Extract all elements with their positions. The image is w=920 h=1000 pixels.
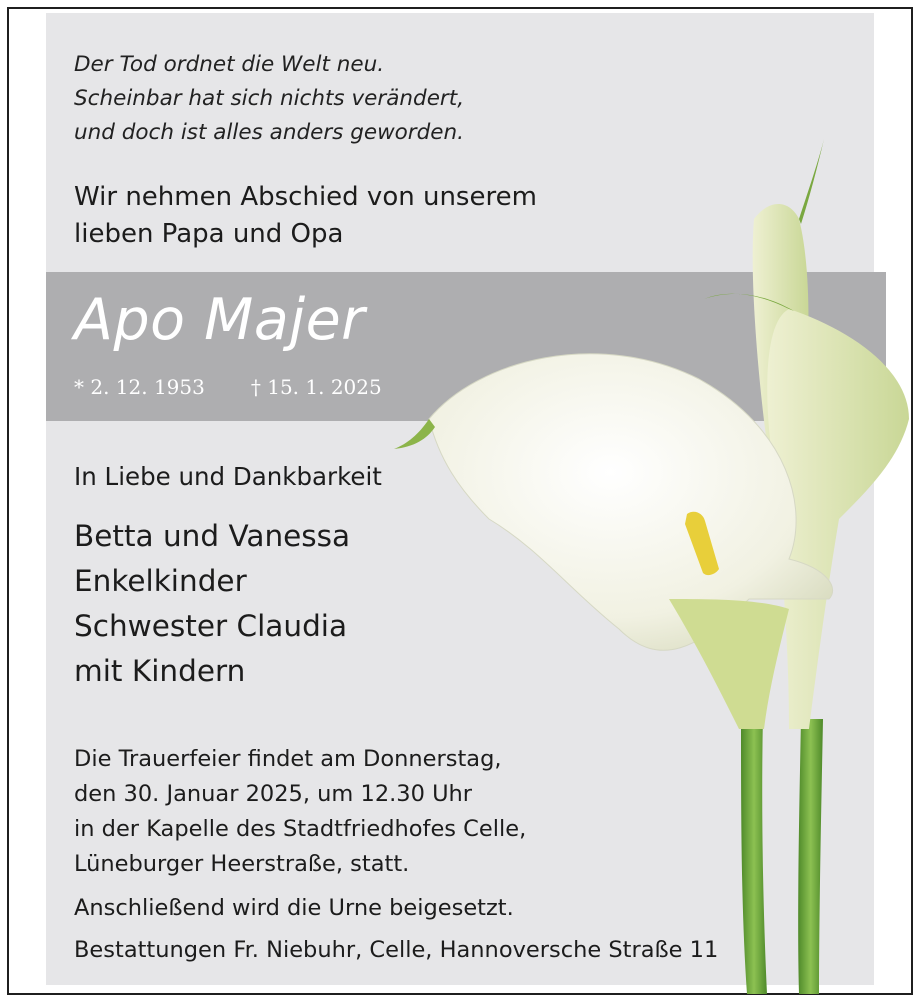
service-line: in der Kapelle des Stadtfriedhofes Celle, (74, 816, 527, 842)
intro-line: lieben Papa und Opa (74, 219, 344, 249)
motto-line: Scheinbar hat sich nichts verändert, (74, 86, 465, 111)
stem (741, 714, 767, 994)
funeral-service-info (74, 742, 526, 882)
deceased-name: Apo Majer (74, 287, 366, 353)
urn-note: Anschließend wird die Urne beigesetzt. (74, 895, 514, 921)
flower-tip (394, 419, 435, 449)
intro-line: Wir nehmen Abschied von unserem (74, 182, 537, 212)
farewell-intro (74, 179, 537, 253)
death-date: † 15. 1. 2025 (250, 375, 382, 399)
service-line: Lüneburger Heerstraße, statt. (74, 851, 410, 877)
mourners-list (74, 514, 350, 694)
motto-verse (74, 48, 464, 150)
birth-date: * 2. 12. 1953 (74, 375, 205, 399)
bud-tip (799, 139, 824, 224)
mourner: Enkelkinder (74, 564, 247, 598)
thanks-line: In Liebe und Dankbarkeit (74, 462, 382, 491)
mourner: mit Kindern (74, 654, 246, 688)
stem (798, 719, 823, 994)
undertaker-line: Bestattungen Fr. Niebuhr, Celle, Hannoversche Straße 11 (74, 937, 719, 963)
life-dates (74, 373, 382, 401)
motto-line: und doch ist alles anders geworden. (74, 120, 464, 145)
front-flower-throat (669, 599, 789, 729)
mourner: Betta und Vanessa (74, 519, 351, 553)
service-line: Die Trauerfeier findet am Donnerstag, (74, 746, 502, 772)
motto-line: Der Tod ordnet die Welt neu. (74, 52, 385, 77)
mourner: Schwester Claudia (74, 609, 348, 643)
service-line: den 30. Januar 2025, um 12.30 Uhr (74, 781, 473, 807)
obituary-frame (7, 7, 913, 995)
